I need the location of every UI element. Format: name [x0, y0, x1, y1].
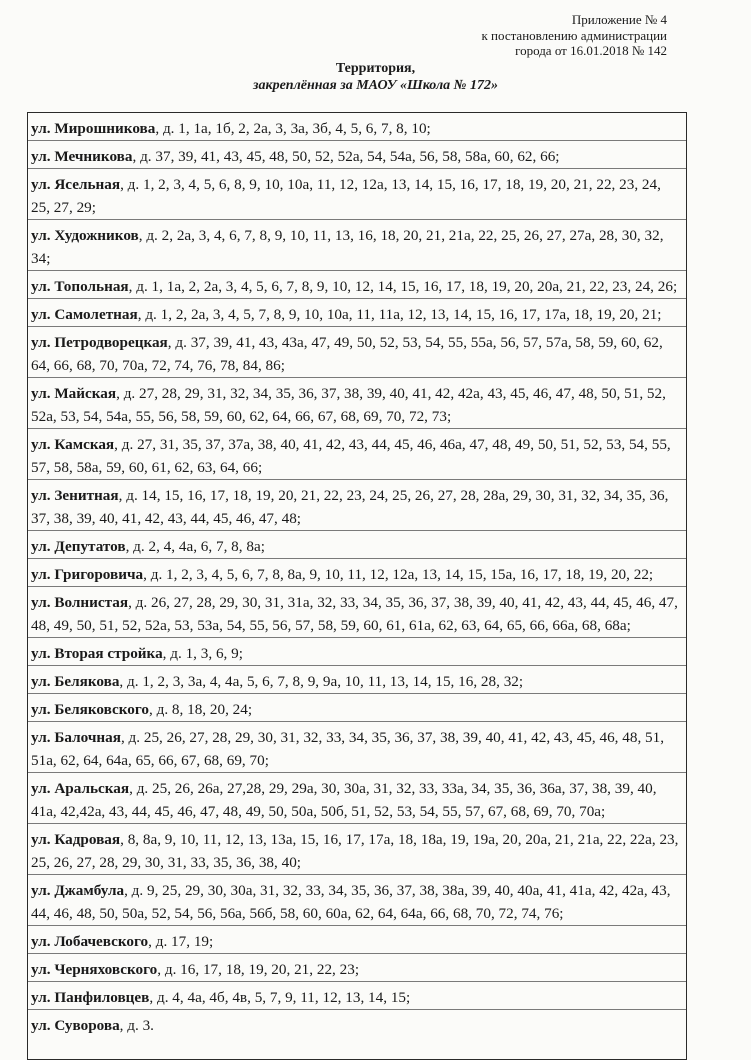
street-row [28, 429, 686, 480]
house-numbers: , д. 1, 3, 6, 9; [162, 645, 243, 662]
street-name: ул. Вторая стройка [31, 645, 163, 662]
header-line-3: города от 16.01.2018 № 142 [515, 43, 667, 58]
street-row [28, 559, 686, 587]
house-numbers: , д. 1, 2, 3, 4, 5, 6, 7, 8, 8а, 9, 10, 11, 12, 12а, 13, 14, 15, 15а, 16, 17, 18, 19, 20, 22; [143, 566, 654, 583]
street-row [28, 982, 686, 1010]
house-numbers: , д. 1, 2, 3, 3а, 4, 4а, 5, 6, 7, 8, 9, 9а, 10, 11, 13, 14, 15, 16, 28, 32; [119, 673, 524, 690]
street-name: ул. Зенитная [31, 487, 119, 504]
street-name: ул. Художников [31, 227, 139, 244]
house-numbers: , д. 1, 1а, 1б, 2, 2а, 3, 3а, 3б, 4, 5, 6, 7, 8, 10; [155, 120, 431, 137]
street-name: ул. Петродворецкая [31, 334, 168, 351]
street-row [28, 694, 686, 722]
house-numbers: , д. 27, 28, 29, 31, 32, 34, 35, 36, 37, 38, 39, 40, 41, 42, 42а, 43, 45, 46, 47, 48, 50, 51, 52, 52а, 53, 54, 54а, 55, 56, 58, 59, 60, 62, 64, 66, 67, 68, 69, 70, 72, 73; [31, 385, 666, 425]
header-line-2: к постановлению администрации [481, 27, 667, 43]
house-numbers: , д. 14, 15, 16, 17, 18, 19, 20, 21, 22, 23, 24, 25, 26, 27, 28, 28а, 29, 30, 31, 32, 34, 35, 36, 37, 38, 39, 40, 41, 42, 43, 44, 45, 46, 47, 48; [31, 487, 669, 527]
house-numbers: , д. 26, 27, 28, 29, 30, 31, 31а, 32, 33, 34, 35, 36, 37, 38, 39, 40, 41, 42, 43, 44, 45, 46, 47, 48, 49, 50, 51, 52, 52а, 53, 53а, 54, 55, 56, 57, 58, 59, 60, 61, 61а, 62, 63, 64, 65, 66, 66а, 68, 68а; [31, 594, 678, 634]
street-name: ул. Майская [31, 385, 117, 402]
street-name: ул. Суворова [31, 1017, 120, 1034]
house-numbers: , д. 2, 2а, 3, 4, 6, 7, 8, 9, 10, 11, 13, 16, 18, 20, 21, 21а, 22, 25, 26, 27, 27а, 28, 30, 32, 34; [31, 227, 664, 267]
street-name: ул. Аральская [31, 780, 130, 797]
street-name: ул. Волнистая [31, 594, 129, 611]
house-numbers: , д. 25, 26, 27, 28, 29, 30, 31, 32, 33, 34, 35, 36, 37, 38, 39, 40, 41, 42, 43, 45, 46, 48, 51, 51а, 62, 64, 64а, 65, 66, 67, 68, 69, 70; [31, 729, 665, 769]
street-row [28, 378, 686, 429]
house-numbers: , д. 37, 39, 41, 43, 43а, 47, 49, 50, 52, 53, 54, 55, 55а, 56, 57, 57а, 58, 59, 60, 62, 64, 66, 68, 70, 70а, 72, 74, 76, 78, 84, 86; [31, 334, 663, 374]
street-row [28, 638, 686, 666]
street-row [28, 926, 686, 954]
title-line-1: Территория, [335, 61, 416, 76]
street-row [28, 271, 686, 299]
street-row [28, 141, 686, 169]
street-name: ул. Беляковского [31, 701, 149, 718]
house-numbers: , д. 1, 1а, 2, 2а, 3, 4, 5, 6, 7, 8, 9, 10, 12, 14, 15, 16, 17, 18, 19, 20, 20а, 21, 22, 23, 24, 26; [128, 278, 678, 295]
header-line-1: Приложение № 4 [571, 12, 667, 27]
street-row [28, 824, 686, 875]
street-row [28, 722, 686, 773]
house-numbers: , д. 2, 4, 4а, 6, 7, 8, 8а; [125, 538, 265, 555]
street-row [28, 954, 686, 982]
street-name: ул. Черняховского [31, 961, 158, 978]
street-name: ул. Мирошникова [31, 120, 156, 137]
house-numbers: , 8, 8а, 9, 10, 11, 12, 13, 13а, 15, 16, 17, 17а, 18, 18а, 19, 19а, 20, 20а, 21, 21а, 22, 22а, 23, 25, 26, 27, 28, 29, 30, 31, 33, 35, 36, 38, 40; [31, 831, 679, 871]
street-table [27, 112, 687, 1060]
street-name: ул. Самолетная [31, 306, 138, 323]
house-numbers: , д. 16, 17, 18, 19, 20, 21, 22, 23; [157, 961, 360, 978]
house-numbers: , д. 27, 31, 35, 37, 37а, 38, 40, 41, 42, 43, 44, 45, 46, 46а, 47, 48, 49, 50, 51, 52, 53, 54, 55, 57, 58, 58а, 59, 60, 61, 62, 63, 64, 66; [31, 436, 671, 476]
street-row [28, 327, 686, 378]
house-numbers: , д. 4, 4а, 4б, 4в, 5, 7, 9, 11, 12, 13, 14, 15; [149, 989, 411, 1006]
house-numbers: , д. 25, 26, 26а, 27,28, 29, 29а, 30, 30а, 31, 32, 33, 33а, 34, 35, 36, 36а, 37, 38, 39, 40, 41а, 42,42а, 43, 44, 45, 46, 47, 48, 49, 50, 50а, 50б, 51, 52, 53, 54, 55, 57, 67, 68, 69, 70, 70а; [31, 780, 657, 820]
street-row [28, 773, 686, 824]
street-row [28, 299, 686, 327]
house-numbers: , д. 1, 2, 3, 4, 5, 6, 8, 9, 10, 10а, 11, 12, 12а, 13, 14, 15, 16, 17, 18, 19, 20, 21, 22, 23, 24, 25, 27, 29; [31, 176, 661, 216]
street-row [28, 220, 686, 271]
street-name: ул. Ясельная [31, 176, 121, 193]
street-row [28, 531, 686, 559]
street-row [28, 875, 686, 926]
document-header [481, 12, 667, 59]
street-row [28, 587, 686, 638]
street-row [28, 169, 686, 220]
street-name: ул. Лобачевского [31, 933, 149, 950]
street-name: ул. Балочная [31, 729, 121, 746]
street-name: ул. Панфиловцев [31, 989, 150, 1006]
house-numbers: , д. 17, 19; [148, 933, 214, 950]
street-row [28, 480, 686, 531]
street-row [28, 1010, 686, 1037]
street-row [28, 666, 686, 694]
house-numbers: , д. 37, 39, 41, 43, 45, 48, 50, 52, 52а, 54, 54а, 56, 58, 58а, 60, 62, 66; [132, 148, 560, 165]
house-numbers: , д. 1, 2, 2а, 3, 4, 5, 7, 8, 9, 10, 10а, 11, 11а, 12, 13, 14, 15, 16, 17, 17а, 18, 19, 20, 21; [137, 306, 662, 323]
title-line-2: закреплённая за МАОУ «Школа № 172» [253, 78, 498, 93]
street-name: ул. Джамбула [31, 882, 125, 899]
street-name: ул. Белякова [31, 673, 120, 690]
street-name: ул. Григоровича [31, 566, 144, 583]
house-numbers: , д. 3. [119, 1017, 154, 1034]
document-title [0, 60, 751, 94]
house-numbers: , д. 9, 25, 29, 30, 30а, 31, 32, 33, 34, 35, 36, 37, 38, 38а, 39, 40, 40а, 41, 41а, 42, 42а, 43, 44, 46, 48, 50, 50а, 52, 54, 56, 56а, 56б, 58, 60, 60а, 62, 64, 64а, 66, 68, 70, 72, 74, 76; [31, 882, 671, 922]
street-name: ул. Мечникова [31, 148, 133, 165]
street-name: ул. Депутатов [31, 538, 126, 555]
street-name: ул. Камская [31, 436, 115, 453]
street-name: ул. Топольная [31, 278, 129, 295]
street-name: ул. Кадровая [31, 831, 121, 848]
street-row [28, 113, 686, 141]
house-numbers: , д. 8, 18, 20, 24; [149, 701, 253, 718]
